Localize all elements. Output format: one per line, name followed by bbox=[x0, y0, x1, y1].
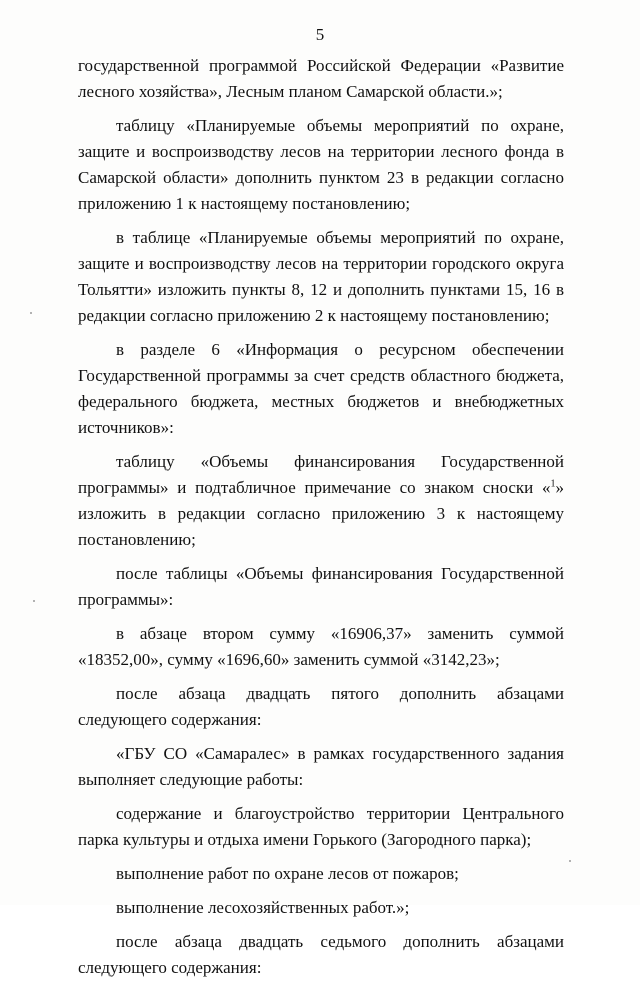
paragraph: выполнение работ по охране лесов от пожаров; bbox=[116, 864, 459, 883]
scan-speck bbox=[33, 600, 35, 602]
footnote-mark: 1 bbox=[550, 478, 556, 490]
paragraph: после таблицы «Объемы финансирования Государственной программы»: bbox=[78, 564, 564, 609]
document-body bbox=[78, 53, 564, 989]
paragraph: содержание и благоустройство территории Центрального парка культуры и отдыха имени Горького (Загородного парка); bbox=[78, 804, 564, 849]
scan-speck bbox=[569, 860, 571, 862]
paragraph-with-footnote bbox=[78, 449, 564, 553]
paragraph: в абзаце втором сумму «16906,37» заменить суммой «18352,00», сумму «1696,60» заменить суммой «3142,23»; bbox=[78, 624, 564, 669]
scan-speck bbox=[30, 312, 32, 314]
paragraph: выполнение лесохозяйственных работ.»; bbox=[116, 898, 410, 917]
paragraph: после абзаца двадцать седьмого дополнить абзацами следующего содержания: bbox=[78, 932, 564, 977]
paragraph: «ГБУ СО «Самаралес» в рамках государственного задания выполняет следующие работы: bbox=[78, 744, 564, 789]
paragraph: в разделе 6 «Информация о ресурсном обеспечении Государственной программы за счет средств областного бюджета, федерального бюджета, местных бюджетов и внебюджетных источников»: bbox=[78, 340, 564, 437]
paragraph: в таблице «Планируемые объемы мероприятий по охране, защите и воспроизводству лесов на территории городского округа Тольятти» изложить пункты 8, 12 и дополнить пунктами 15, 16 в редакции согласно приложению 2 к настоящему постановлению; bbox=[78, 228, 564, 325]
paragraph-text-start: таблицу «Объемы финансирования Государственной программы» и подтабличное примечание со знаком сноски « bbox=[78, 452, 564, 497]
paragraph: таблицу «Планируемые объемы мероприятий по охране, защите и воспроизводству лесов на территории лесного фонда в Самарской области» дополнить пунктом 23 в редакции согласно приложению 1 к настоящему постановлению; bbox=[78, 116, 564, 213]
paragraph-text-end: » изложить в редакции согласно приложению 3 к настоящему постановлению; bbox=[78, 478, 564, 549]
paragraph-continuation: государственной программой Российской Федерации «Развитие лесного хозяйства», Лесным планом Самарской области.»; bbox=[78, 56, 564, 101]
page-number: 5 bbox=[315, 25, 325, 44]
paragraph: после абзаца двадцать пятого дополнить абзацами следующего содержания: bbox=[78, 684, 564, 729]
